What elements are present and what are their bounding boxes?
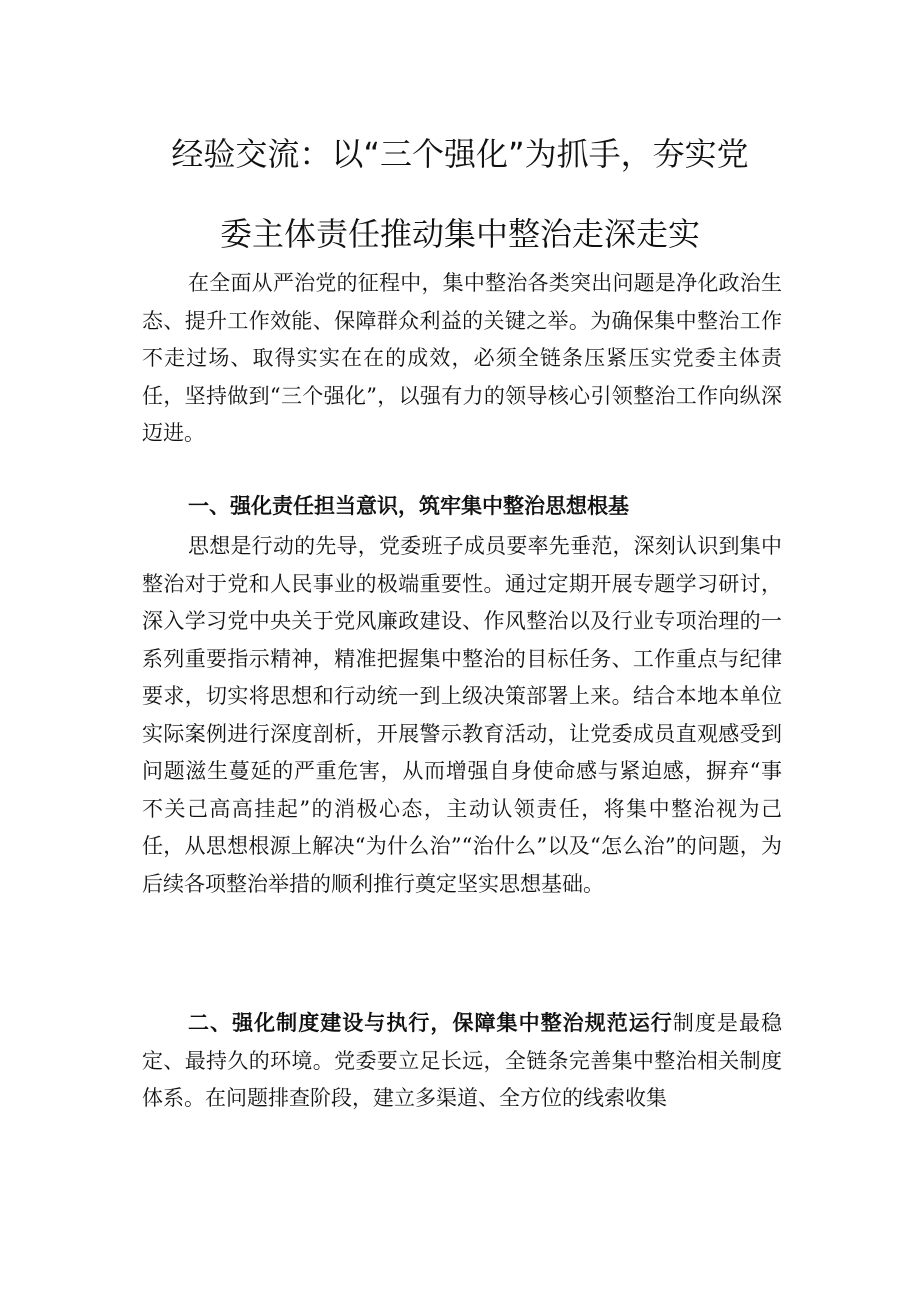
section-2-heading: 二、强化制度建设与执行，保障集中整治规范运行: [188, 1011, 673, 1035]
intro-paragraph: 在全面从严治党的征程中，集中整治各类突出问题是净化政治生态、提升工作效能、保障群众利益的关键之举。为确保集中整治工作不走过场、取得实实在在的成效，必须全链条压紧压实党委主体责任，坚持做到“三个强化”，以强有力的领导核心引领整治工作向纵深迈进。: [142, 271, 782, 445]
section-1-paragraph: 思想是行动的先导，党委班子成员要率先垂范，深刻认识到集中整治对于党和人民事业的极端重要性。通过定期开展专题学习研讨，深入学习党中央关于党风廉政建设、作风整治以及行业专项治理的一系列重要指示精神，精准把握集中整治的目标任务、工作重点与纪律要求，切实将思想和行动统一到上级决策部署上来。结合本地本单位实际案例进行深度剖析，开展警示教育活动，让党委成员直观感受到问题滋生蔓延的严重危害，从而增强自身使命感与紧迫感，摒弃“事不关己高高挂起”的消极心态，主动认领责任，将集中整治视为己任，从思想根源上解决“为什么治”“治什么”以及“怎么治”的问题，为后续各项整治举措的顺利推行奠定坚实思想基础。: [142, 534, 782, 896]
section-2-paragraph: [142, 1005, 782, 1118]
section-1-heading: 一、强化责任担当意识，筑牢集中整治思想根基: [188, 494, 629, 518]
intro-paragraph-block: [142, 265, 782, 453]
section-1-body-block: [142, 528, 782, 903]
section-2-body: 制度是最稳定、最持久的环境。党委要立足长远，全链条完善集中整治相关制度体系。在问题排查阶段，建立多渠道、全方位的线索收集: [142, 1011, 783, 1110]
document-title-line-1: 经验交流：以“三个强化”为抓手，夯实党: [171, 135, 749, 173]
section-2-block: [142, 1005, 782, 1118]
document-title-line-2: 委主体责任推动集中整治走深走实: [219, 215, 700, 253]
section-1-heading-block: [142, 488, 782, 526]
